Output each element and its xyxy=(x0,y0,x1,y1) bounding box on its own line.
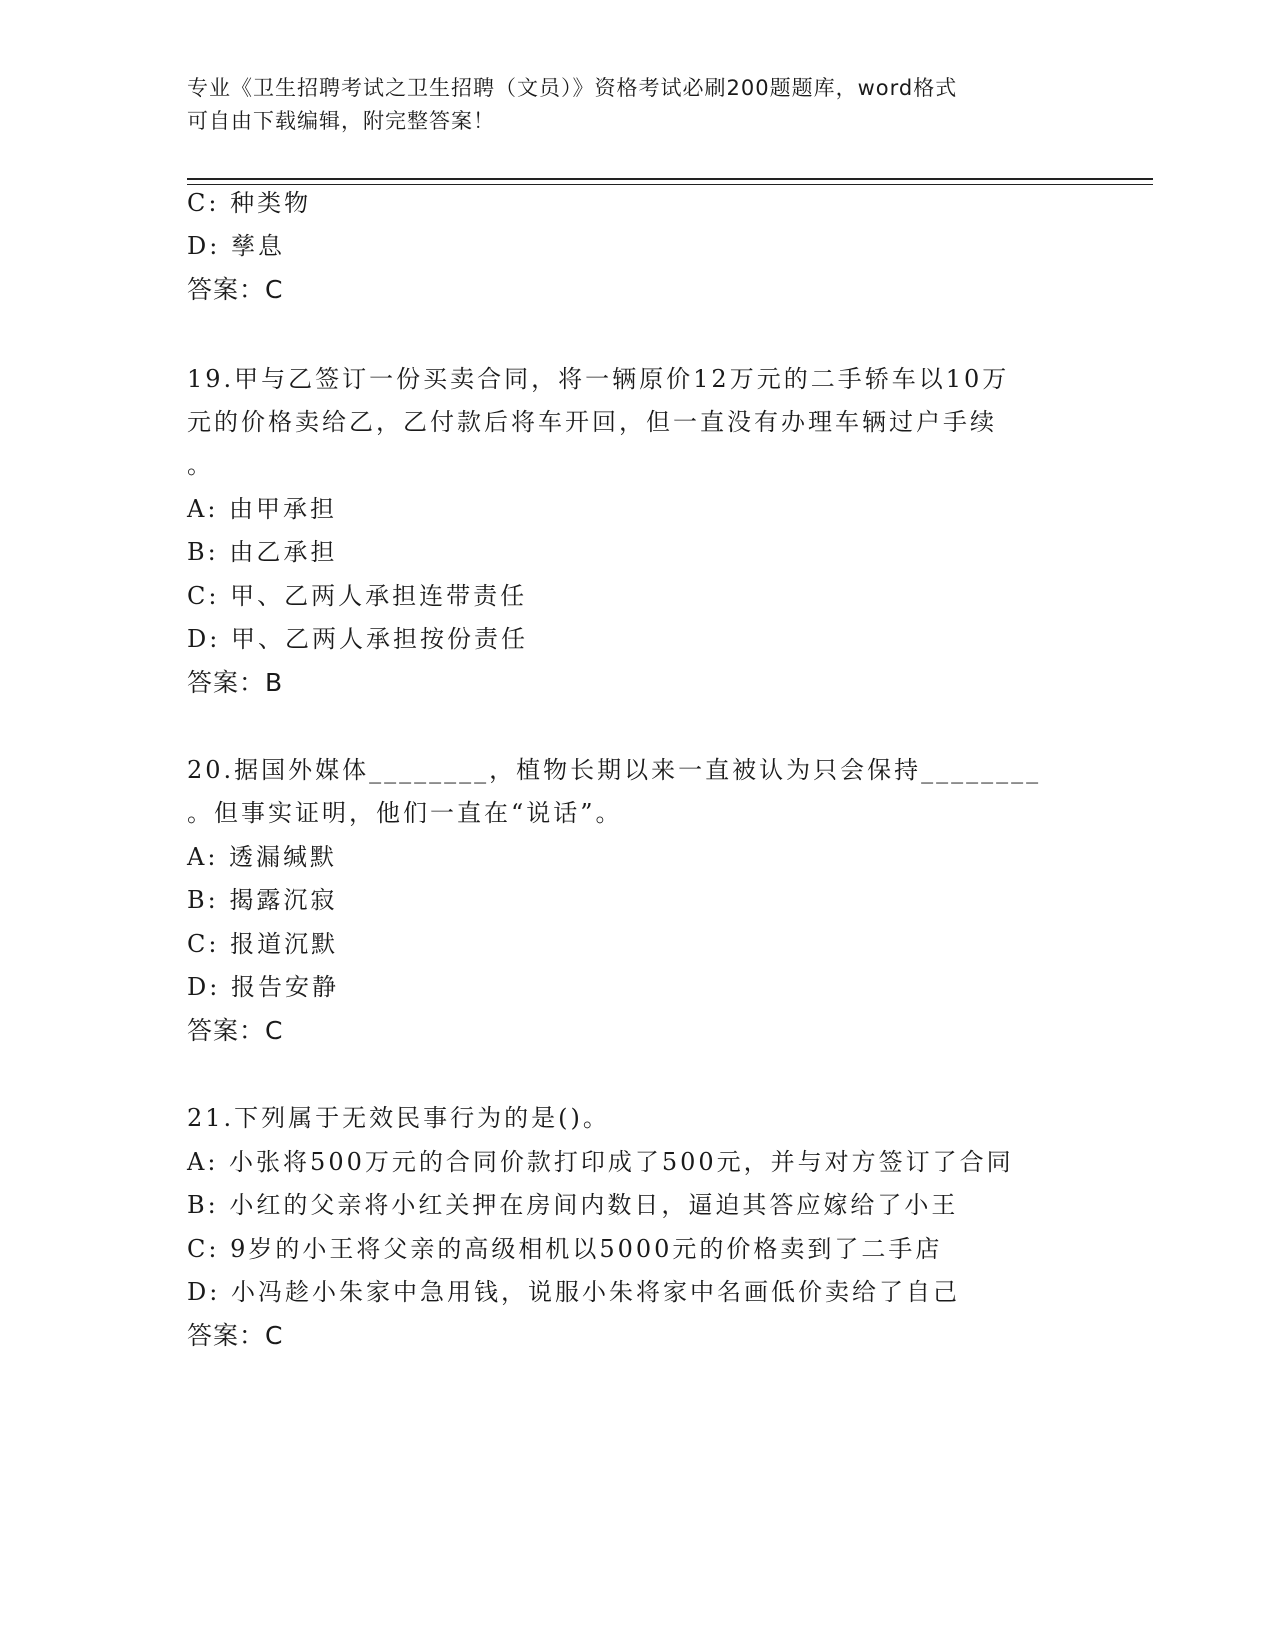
header-line-1: 专业《卫生招聘考试之卫生招聘（文员）》资格考试必刷200题题库，word格式 xyxy=(187,76,958,100)
header-divider-thick xyxy=(187,178,1153,180)
q21-option-d: D: 小冯趁小朱家中急用钱，说服小朱将家中名画低价卖给了自己 xyxy=(187,1278,960,1306)
q20-stem-line-2: 。但事实证明，他们一直在“说话”。 xyxy=(187,799,623,827)
header-divider-thin xyxy=(187,184,1153,185)
q20-option-b: B: 揭露沉寂 xyxy=(187,886,338,914)
q21-option-a: A: 小张将500万元的合同价款打印成了500元，并与对方签订了合同 xyxy=(187,1148,1014,1176)
q21-answer: 答案：C xyxy=(187,1321,284,1350)
q18-option-c: C: 种类物 xyxy=(187,189,312,217)
q19-stem-line-3: 。 xyxy=(187,451,214,479)
header-line-2: 可自由下载编辑，附完整答案！ xyxy=(187,109,495,133)
q18-answer: 答案：C xyxy=(187,275,284,304)
q20-option-a: A: 透漏缄默 xyxy=(187,843,338,871)
q19-option-a: A: 由甲承担 xyxy=(187,495,338,523)
q20-answer: 答案：C xyxy=(187,1016,284,1045)
q19-answer: 答案：B xyxy=(187,668,284,697)
q19-option-b: B: 由乙承担 xyxy=(187,538,338,566)
q18-option-d: D: 孳息 xyxy=(187,232,285,260)
document-header xyxy=(187,72,1087,138)
q19-stem-line-2: 元的价格卖给乙，乙付款后将车开回，但一直没有办理车辆过户手续 xyxy=(187,408,997,436)
q21-stem-line-1: 21.下列属于无效民事行为的是()。 xyxy=(187,1104,610,1132)
q21-option-b: B: 小红的父亲将小红关押在房间内数日，逼迫其答应嫁给了小王 xyxy=(187,1191,959,1219)
q20-stem-line-1: 20.据国外媒体________，植物长期以来一直被认为只会保持________ xyxy=(187,756,1042,784)
q19-option-c: C: 甲、乙两人承担连带责任 xyxy=(187,582,528,610)
q21-option-c: C: 9岁的小王将父亲的高级相机以5000元的价格卖到了二手店 xyxy=(187,1235,943,1263)
q20-option-d: D: 报告安静 xyxy=(187,973,339,1001)
q20-option-c: C: 报道沉默 xyxy=(187,930,339,958)
q19-stem-line-1: 19.甲与乙签订一份买卖合同，将一辆原价12万元的二手轿车以10万 xyxy=(187,365,1010,393)
q19-option-d: D: 甲、乙两人承担按份责任 xyxy=(187,625,528,653)
